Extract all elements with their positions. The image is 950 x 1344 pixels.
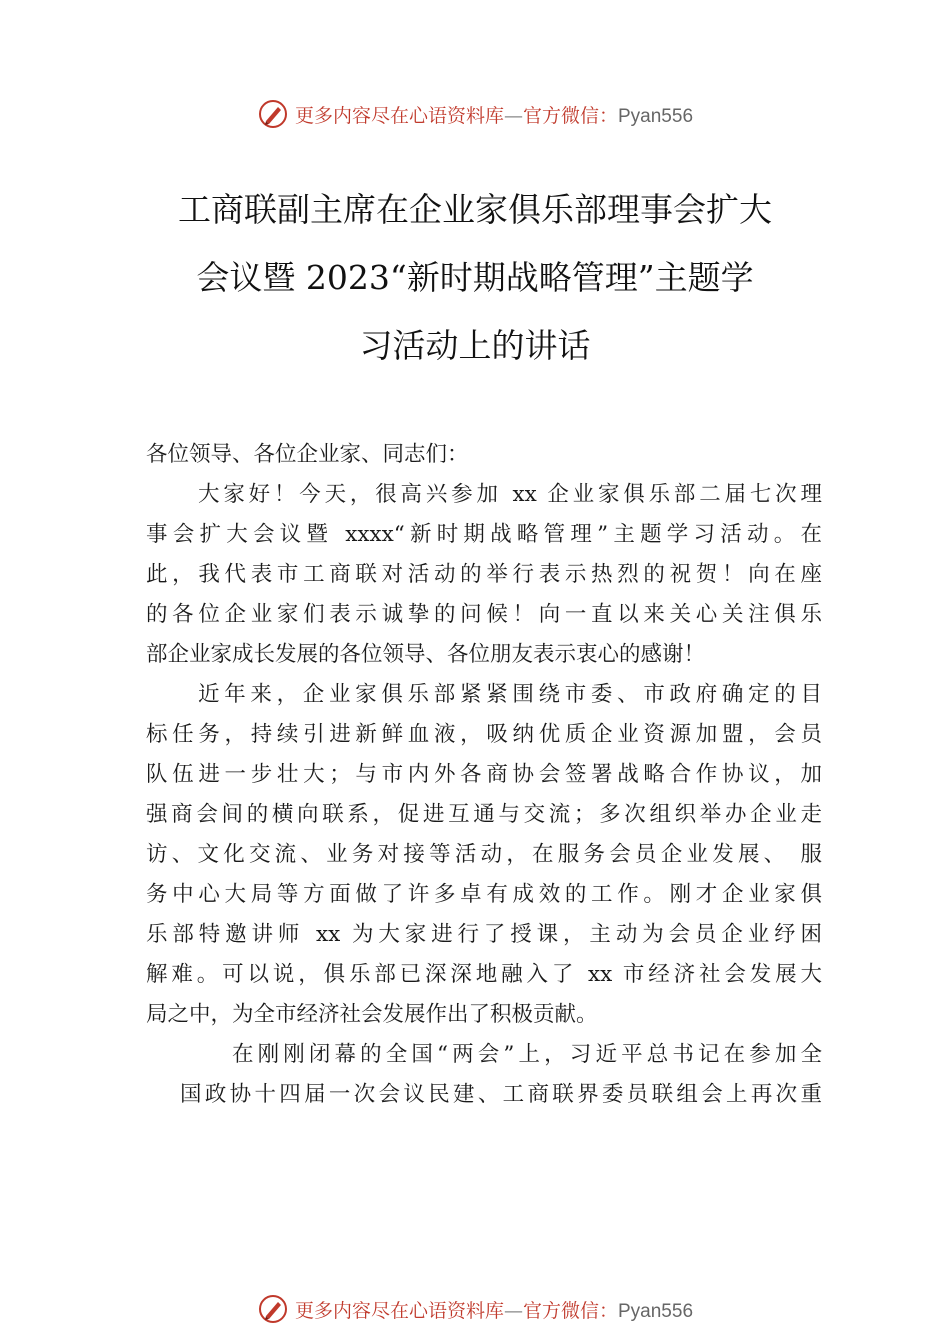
watermark-separator: — — [503, 104, 523, 127]
text-line: 强商会间的横向联系，促进互通与交流；多次组织举办企业走 — [146, 802, 822, 827]
footer-watermark — [0, 1289, 950, 1329]
watermark-separator: — — [503, 1299, 523, 1322]
title-line: 会议暨 2023“新时期战略管理”主题学 — [196, 258, 754, 297]
pen-logo-icon — [257, 98, 289, 130]
watermark-text — [295, 101, 693, 128]
watermark-id: Pyan556 — [618, 105, 694, 127]
text-line: 的各位企业家们表示诚挚的问候！向一直以来关心关注俱乐 — [146, 602, 822, 627]
text-line: 标任务，持续引进新鲜血液，吸纳优质企业资源加盟，会员 — [146, 722, 822, 747]
text-line: 此，我代表市工商联对活动的举行表示热烈的祝贺！向在座 — [146, 562, 822, 587]
text-line: 局之中，为全市经济社会发展作出了积极贡献。 — [146, 1002, 598, 1027]
watermark-main: 更多内容尽在心语资料库 — [294, 1299, 504, 1322]
paragraph-3 — [146, 1035, 822, 1115]
text-line: 务中心大局等方面做了许多卓有成效的工作。刚才企业家俱 — [146, 882, 822, 907]
watermark-main: 更多内容尽在心语资料库 — [294, 104, 504, 127]
text-line: 访、文化交流、业务对接等活动，在服务会员企业发展、 服 — [146, 842, 822, 867]
text-line: 国政协十四届一次会议民建、工商联界委员联组会上再次重 — [180, 1082, 822, 1107]
paragraph-2 — [146, 675, 822, 1035]
document-body — [146, 435, 822, 1115]
salutation: 各位领导、各位企业家、同志们： — [146, 442, 469, 467]
paragraph-1 — [146, 475, 822, 675]
text-line: 乐部特邀讲师 xx 为大家进行了授课，主动为会员企业纾困 — [146, 922, 822, 947]
text-line: 部企业家成长发展的各位领导、各位朋友表示衷心的感谢！ — [146, 642, 706, 667]
watermark-official: 官方微信： — [522, 104, 618, 127]
watermark-text — [295, 1296, 693, 1323]
text-line: 在刚刚闭幕的全国“两会”上，习近平总书记在参加全 — [232, 1042, 822, 1067]
text-line: 解难。可以说，俱乐部已深深地融入了 xx 市经济社会发展大 — [146, 962, 822, 987]
text-line: 事会扩大会议暨 xxxx“新时期战略管理”主题学习活动。在 — [146, 522, 822, 547]
watermark-official: 官方微信： — [522, 1299, 618, 1322]
title-line: 习活动上的讲话 — [359, 326, 591, 365]
watermark-id: Pyan556 — [618, 1300, 694, 1322]
text-line: 大家好！今天，很高兴参加 xx 企业家俱乐部二届七次理 — [198, 482, 822, 507]
text-line: 队伍进一步壮大；与市内外各商协会签署战略合作协议，加 — [146, 762, 822, 787]
text-line: 近年来，企业家俱乐部紧紧围绕市委、市政府确定的目 — [198, 682, 822, 707]
pen-logo-icon — [257, 1293, 289, 1325]
header-watermark — [0, 94, 950, 134]
title-line: 工商联副主席在企业家俱乐部理事会扩大 — [178, 190, 772, 229]
document-title — [130, 176, 820, 380]
